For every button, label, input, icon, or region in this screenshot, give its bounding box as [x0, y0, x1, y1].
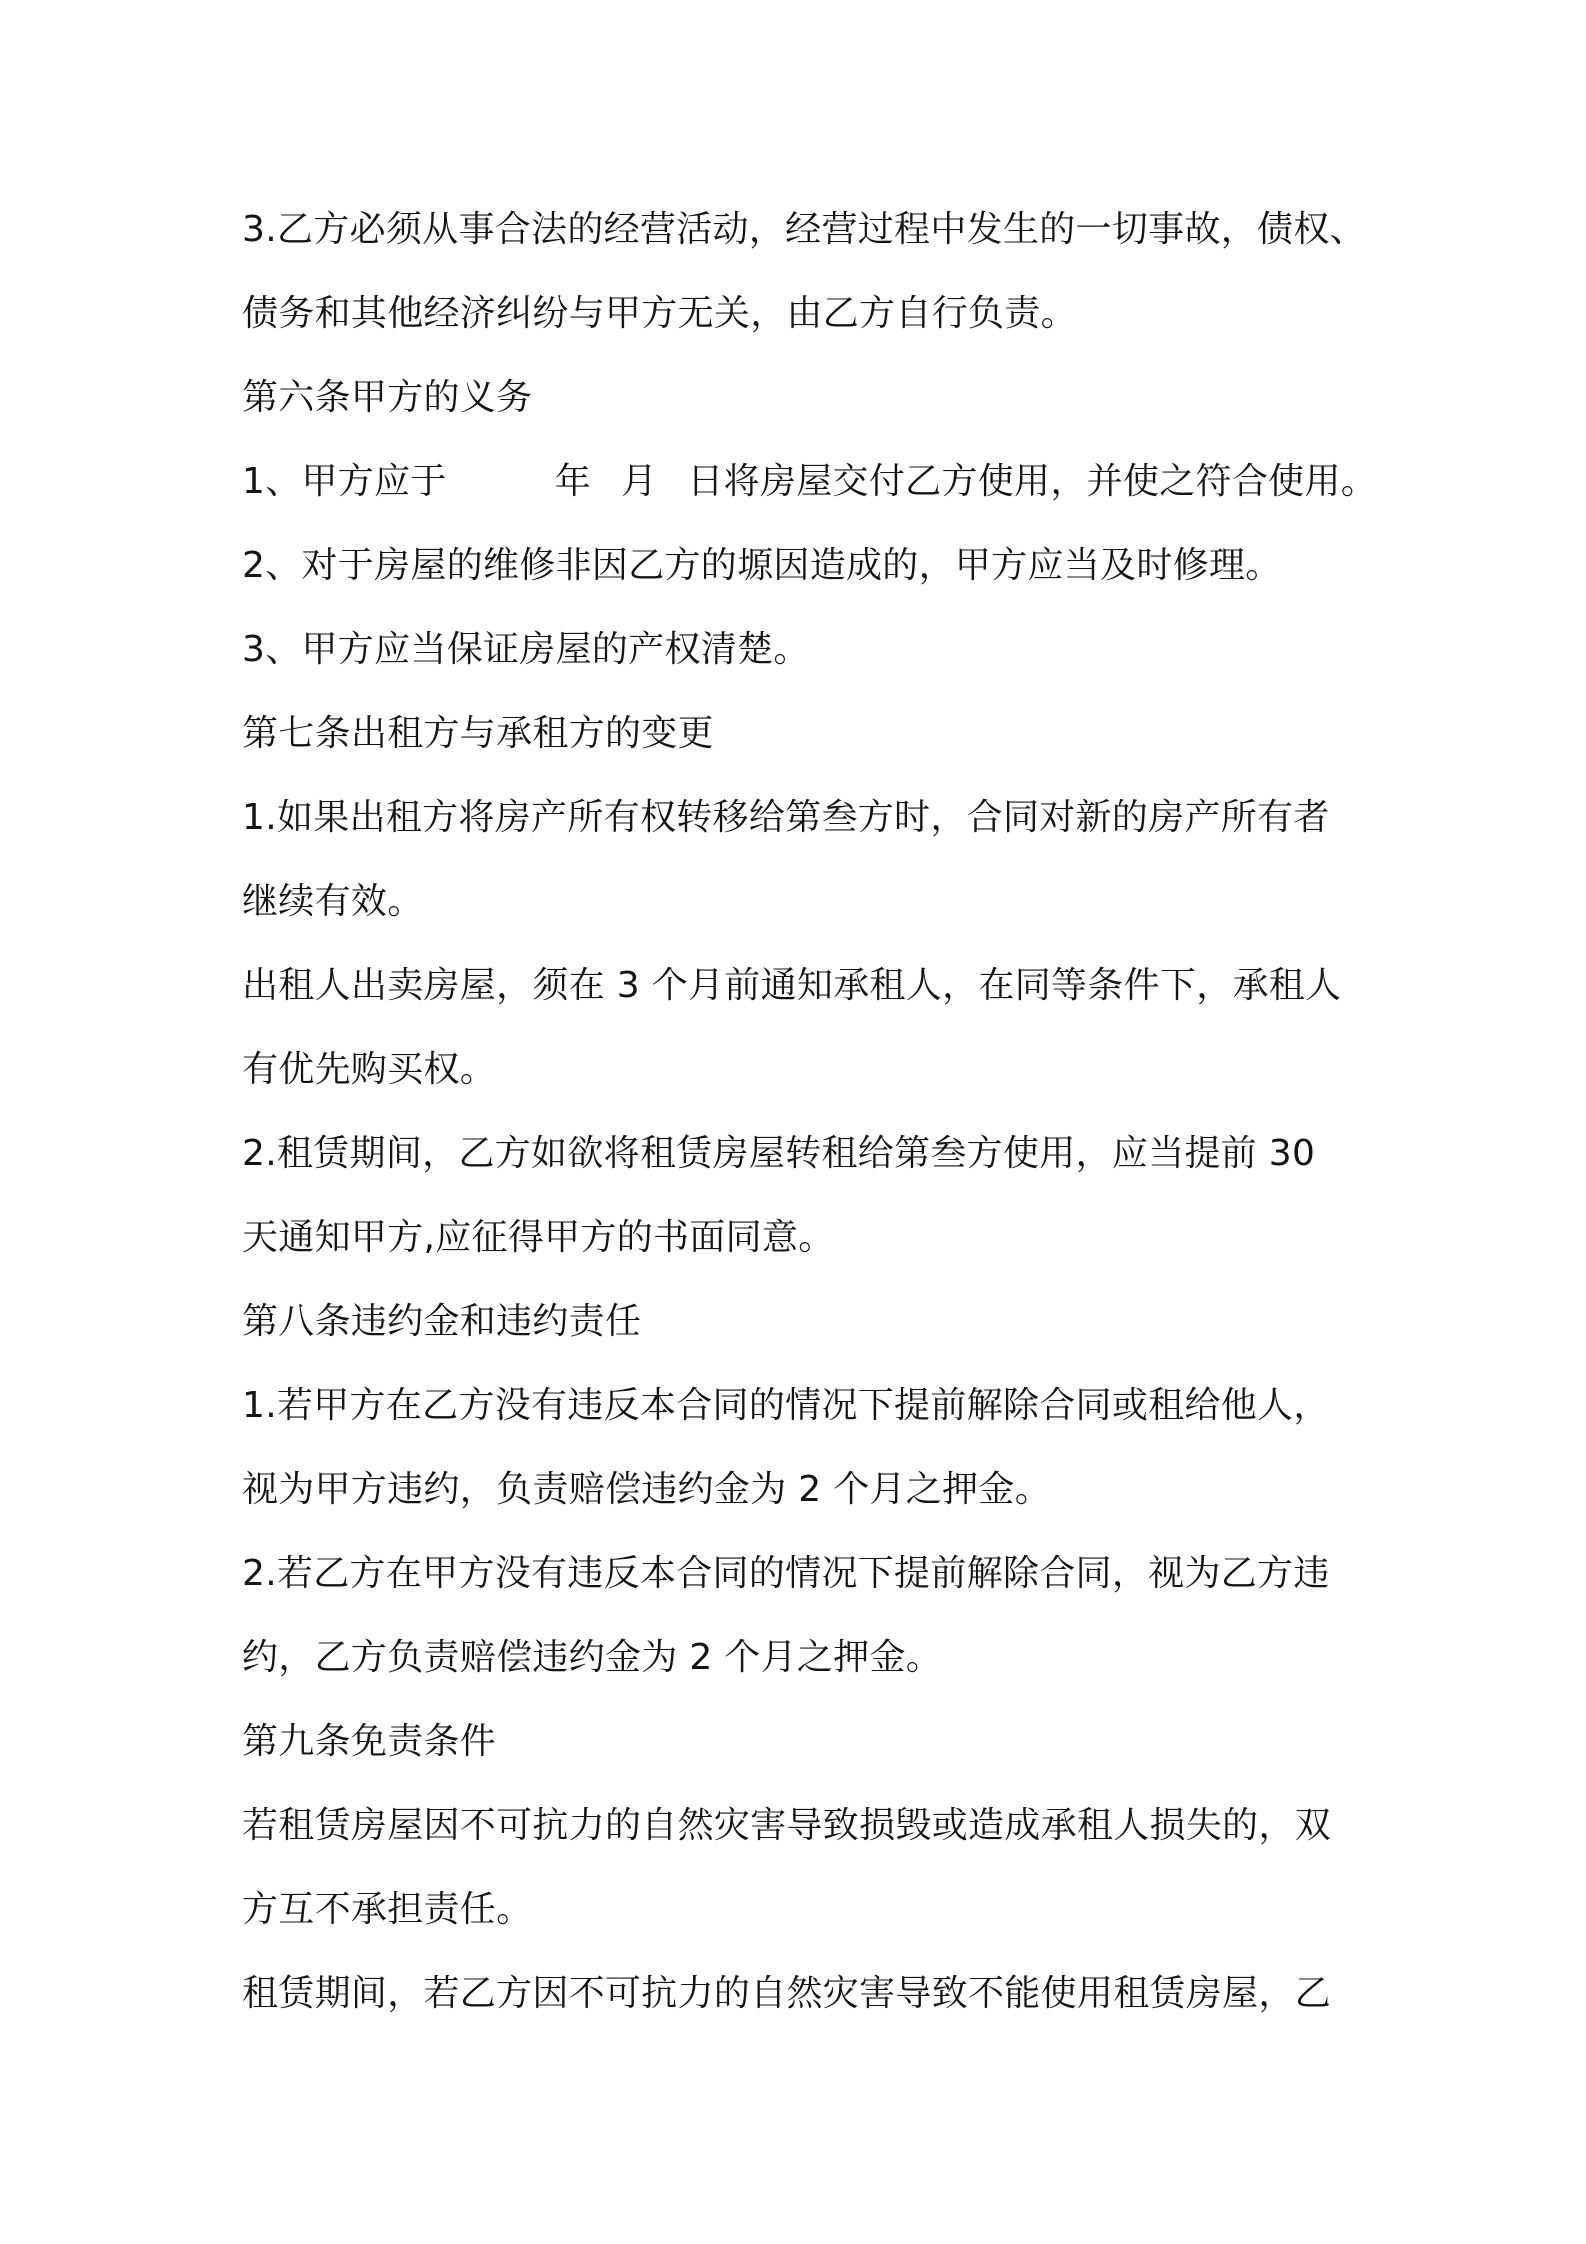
text-line: 2、对于房屋的维修非因乙方的塬因造成的，甲方应当及时修理。: [242, 545, 1282, 586]
text-line: 视为甲方违约，负责赔偿违约金为 2 个月之押金。: [242, 1469, 1051, 1510]
text-line: 出租人出卖房屋，须在 3 个月前通知承租人，在同等条件下，承租人: [242, 965, 1342, 1006]
contract-text: [242, 202, 1382, 2050]
text-line: 债务和其他经济纠纷与甲方无关，由乙方自行负责。: [242, 293, 1077, 334]
text-line: 有优先购买权。: [242, 1049, 497, 1090]
text-line: 1.如果出租方将房产所有权转移给第叁方时，合同对新的房产所有者: [242, 797, 1330, 838]
text-line: 3、甲方应当保证房屋的产权清楚。: [242, 629, 810, 670]
text-segment: 日将房屋交付乙方使用，并使之符合使用。: [687, 461, 1378, 502]
text-line: 约，乙方负责赔偿违约金为 2 个月之押金。: [242, 1637, 943, 1678]
text-line: 租赁期间，若乙方因不可抗力的自然灾害导致不能使用租赁房屋，乙: [242, 1973, 1332, 2014]
section-heading: 第八条违约金和违约责任: [242, 1301, 642, 1342]
text-line: 天通知甲方,应征得甲方的书面同意。: [242, 1217, 835, 1258]
text-line: 2.租赁期间，乙方如欲将租赁房屋转租给第叁方使用，应当提前 30: [242, 1133, 1316, 1174]
text-line: [242, 454, 1382, 538]
text-line: 方互不承担责任。: [242, 1889, 533, 1930]
section-heading: 第六条甲方的义务: [242, 377, 533, 418]
text-segment: 年: [554, 461, 592, 502]
section-heading: 第九条免责条件: [242, 1721, 497, 1762]
text-line: 若租赁房屋因不可抗力的自然灾害导致损毁或造成承租人损失的，双: [242, 1805, 1332, 1846]
text-line: 3.乙方必须从事合法的经营活动，经营过程中发生的一切事故，债权、: [242, 209, 1366, 250]
text-segment: 月: [621, 461, 658, 502]
text-segment: 1、甲方应于: [242, 461, 447, 502]
text-line: 2.若乙方在甲方没有违反本合同的情况下提前解除合同，视为乙方违: [242, 1553, 1330, 1594]
text-line: 1.若甲方在乙方没有违反本合同的情况下提前解除合同或租给他人，: [242, 1385, 1330, 1426]
text-line: 继续有效。: [242, 881, 424, 922]
section-heading: 第七条出租方与承租方的变更: [242, 713, 714, 754]
